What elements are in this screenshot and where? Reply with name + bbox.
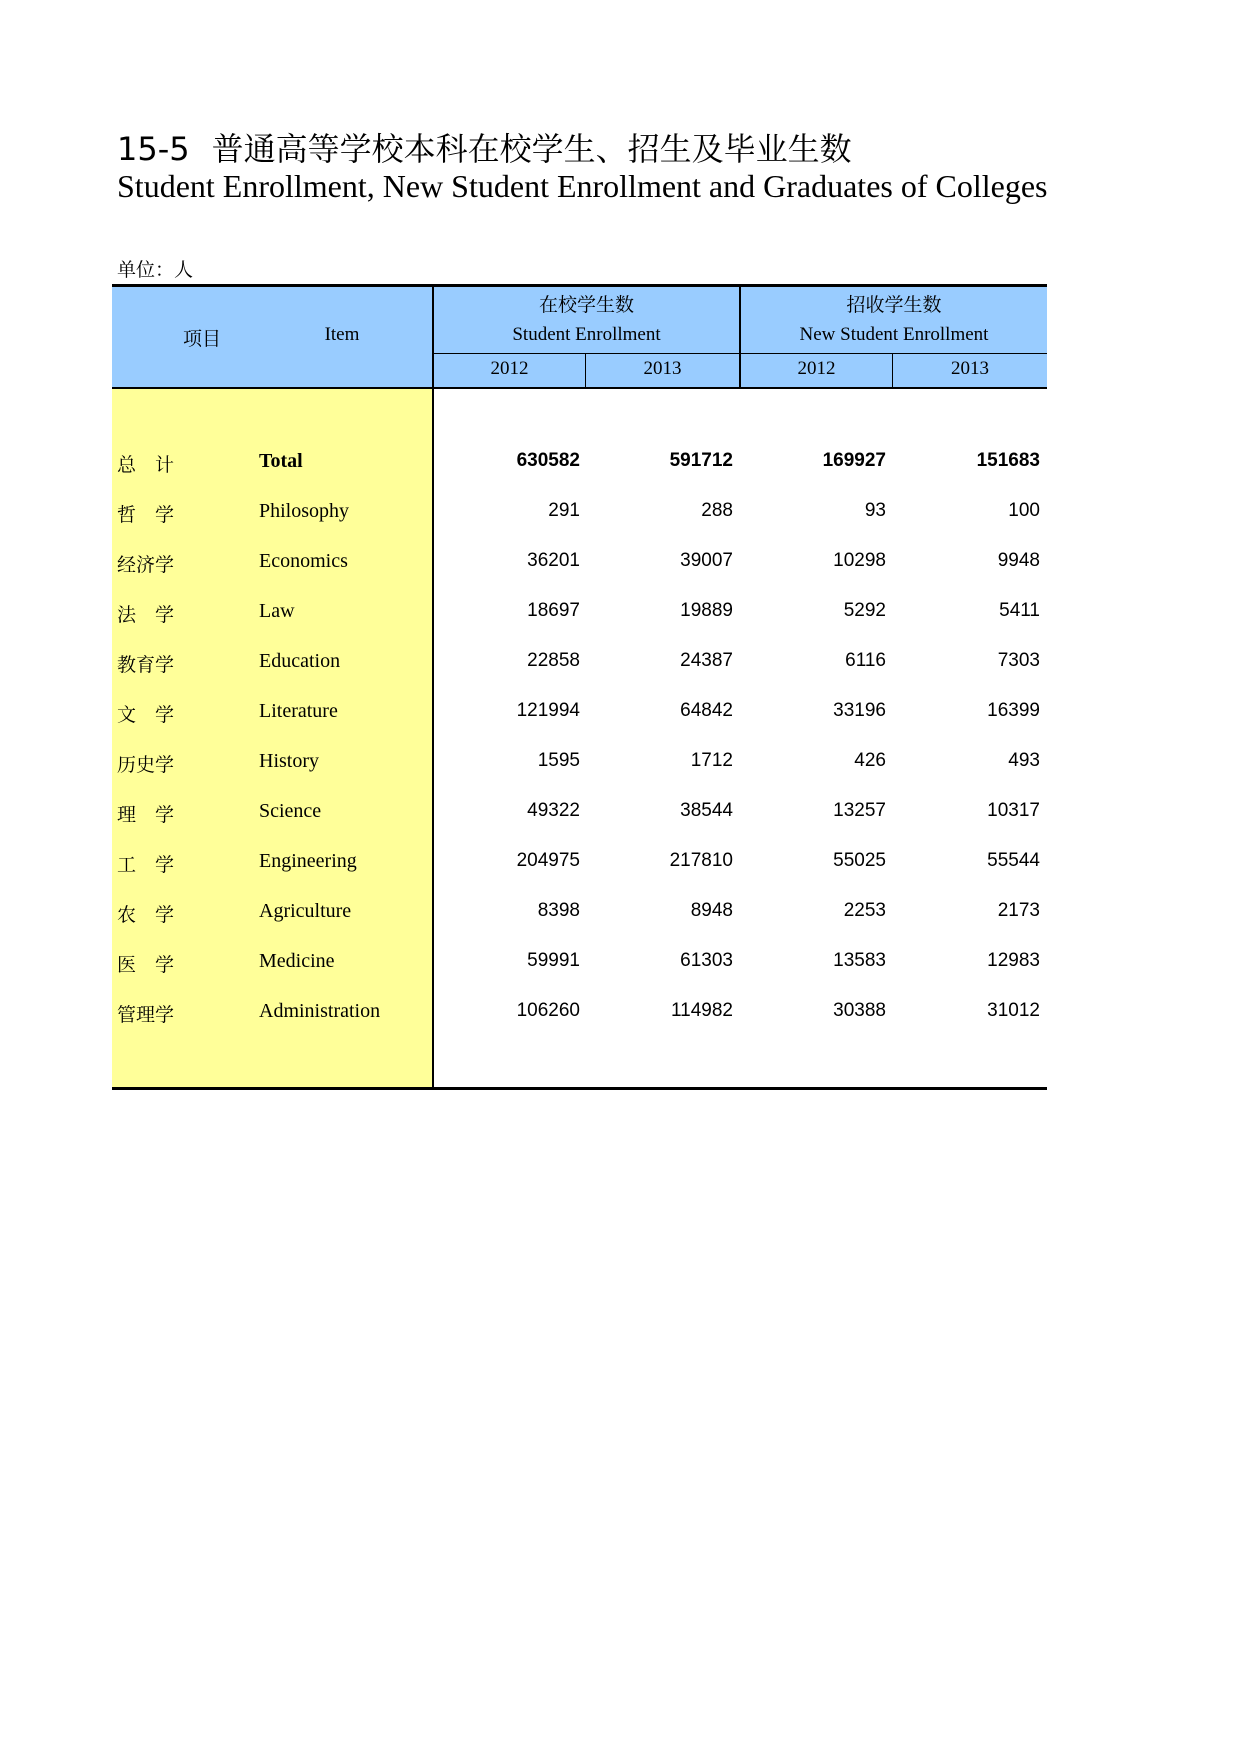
row-value: 1712 bbox=[690, 750, 733, 771]
row-label-cn: 医 学 bbox=[117, 954, 175, 976]
table-row bbox=[112, 700, 1047, 730]
row-label-cn: 历史学 bbox=[117, 754, 175, 776]
row-value: 13257 bbox=[833, 800, 886, 821]
row-value: 10317 bbox=[987, 800, 1040, 821]
bottom-border bbox=[112, 1087, 1047, 1090]
row-value: 30388 bbox=[833, 1000, 886, 1021]
row-value: 204975 bbox=[516, 850, 580, 871]
row-value: 121994 bbox=[516, 700, 580, 721]
row-label-en: Education bbox=[259, 650, 341, 672]
row-label-cn: 法 学 bbox=[117, 604, 175, 626]
table-row bbox=[112, 550, 1047, 580]
row-label-cn: 文 学 bbox=[117, 704, 175, 726]
row-label-cn: 哲 学 bbox=[117, 504, 175, 526]
row-value: 151683 bbox=[976, 450, 1040, 471]
row-value: 6116 bbox=[845, 650, 886, 671]
header-year: 2012 bbox=[797, 358, 836, 379]
header-item-en: Item bbox=[324, 324, 360, 345]
row-value: 55025 bbox=[833, 850, 886, 871]
page-title-cn bbox=[117, 124, 852, 170]
table-row bbox=[112, 900, 1047, 930]
top-border bbox=[112, 284, 1047, 287]
table-row bbox=[112, 600, 1047, 630]
row-value: 1595 bbox=[537, 750, 580, 771]
row-value: 49322 bbox=[527, 800, 580, 821]
row-label-en: Administration bbox=[259, 1000, 381, 1022]
row-value: 10298 bbox=[833, 550, 886, 571]
row-value: 2173 bbox=[997, 900, 1040, 921]
header-year: 2012 bbox=[490, 358, 529, 379]
data-table bbox=[112, 284, 1047, 1090]
row-value: 106260 bbox=[516, 1000, 580, 1021]
row-value: 12983 bbox=[987, 950, 1040, 971]
header-year: 2013 bbox=[643, 358, 682, 379]
row-value: 61303 bbox=[680, 950, 733, 971]
row-label-en: Literature bbox=[259, 700, 338, 722]
unit-label: 单位：人 bbox=[117, 259, 194, 281]
row-value: 33196 bbox=[833, 700, 886, 721]
row-value: 59991 bbox=[527, 950, 580, 971]
row-value: 13583 bbox=[833, 950, 886, 971]
row-value: 291 bbox=[548, 500, 580, 521]
row-value: 39007 bbox=[680, 550, 733, 571]
row-label-en: Philosophy bbox=[259, 500, 350, 522]
page-title-en: Student Enrollment, New Student Enrollment and Graduates of Colleges bbox=[117, 168, 1047, 204]
row-label-en: Economics bbox=[259, 550, 348, 572]
row-value: 2253 bbox=[843, 900, 886, 921]
table-row bbox=[112, 500, 1047, 530]
row-label-en: Law bbox=[259, 600, 295, 622]
row-value: 22858 bbox=[527, 650, 580, 671]
row-label-en: Science bbox=[259, 800, 322, 822]
header-group2-en: New Student Enrollment bbox=[799, 324, 989, 345]
header-item-cn: 项目 bbox=[182, 328, 221, 350]
row-label-cn: 教育学 bbox=[117, 654, 175, 676]
row-label-cn: 管理学 bbox=[117, 1004, 175, 1026]
row-value: 5411 bbox=[999, 600, 1040, 621]
table-row bbox=[112, 750, 1047, 780]
table-row bbox=[112, 1000, 1047, 1030]
row-label-en: History bbox=[259, 750, 319, 772]
table-row bbox=[112, 650, 1047, 680]
table-number: 15-5 bbox=[117, 130, 190, 168]
header-bottom-border bbox=[112, 387, 1047, 389]
row-value: 18697 bbox=[527, 600, 580, 621]
row-label-cn: 农 学 bbox=[117, 904, 175, 926]
row-value: 16399 bbox=[987, 700, 1040, 721]
table-row bbox=[112, 850, 1047, 880]
row-label-cn: 总 计 bbox=[117, 454, 175, 476]
year-top-border bbox=[432, 353, 1047, 354]
header-group1-cn: 在校学生数 bbox=[538, 294, 634, 316]
row-label-en: Agriculture bbox=[259, 900, 352, 922]
row-value: 114982 bbox=[671, 1000, 733, 1021]
row-value: 493 bbox=[1008, 750, 1040, 771]
row-label-en: Medicine bbox=[259, 950, 335, 972]
row-label-cn: 经济学 bbox=[117, 554, 175, 576]
row-value: 630582 bbox=[516, 450, 580, 471]
row-label-cn: 理 学 bbox=[117, 804, 175, 826]
row-value: 169927 bbox=[822, 450, 886, 471]
row-value: 288 bbox=[701, 500, 733, 521]
row-label-en: Total bbox=[259, 450, 303, 472]
header-group2-cn: 招收学生数 bbox=[846, 294, 942, 316]
row-value: 8948 bbox=[690, 900, 733, 921]
row-value: 8398 bbox=[537, 900, 580, 921]
row-value: 55544 bbox=[987, 850, 1040, 871]
table-row bbox=[112, 800, 1047, 830]
row-value: 100 bbox=[1008, 500, 1040, 521]
item-column-background bbox=[112, 388, 432, 1088]
row-value: 93 bbox=[864, 500, 886, 521]
row-value: 5292 bbox=[843, 600, 886, 621]
table-row bbox=[112, 450, 1047, 480]
row-value: 217810 bbox=[669, 850, 733, 871]
title-cn-text: 普通高等学校本科在校学生、招生及毕业生数 bbox=[211, 130, 852, 168]
row-value: 24387 bbox=[680, 650, 733, 671]
row-value: 9948 bbox=[997, 550, 1040, 571]
header-year: 2013 bbox=[951, 358, 989, 379]
row-value: 64842 bbox=[680, 700, 733, 721]
row-value: 19889 bbox=[680, 600, 733, 621]
row-value: 591712 bbox=[669, 450, 733, 471]
row-value: 7303 bbox=[997, 650, 1040, 671]
row-label-en: Engineering bbox=[259, 850, 357, 872]
table-row bbox=[112, 950, 1047, 980]
row-value: 36201 bbox=[527, 550, 580, 571]
row-value: 426 bbox=[854, 750, 886, 771]
row-value: 38544 bbox=[680, 800, 733, 821]
header-group1-en: Student Enrollment bbox=[512, 324, 661, 345]
row-value: 31012 bbox=[987, 1000, 1040, 1021]
row-label-cn: 工 学 bbox=[117, 854, 175, 876]
